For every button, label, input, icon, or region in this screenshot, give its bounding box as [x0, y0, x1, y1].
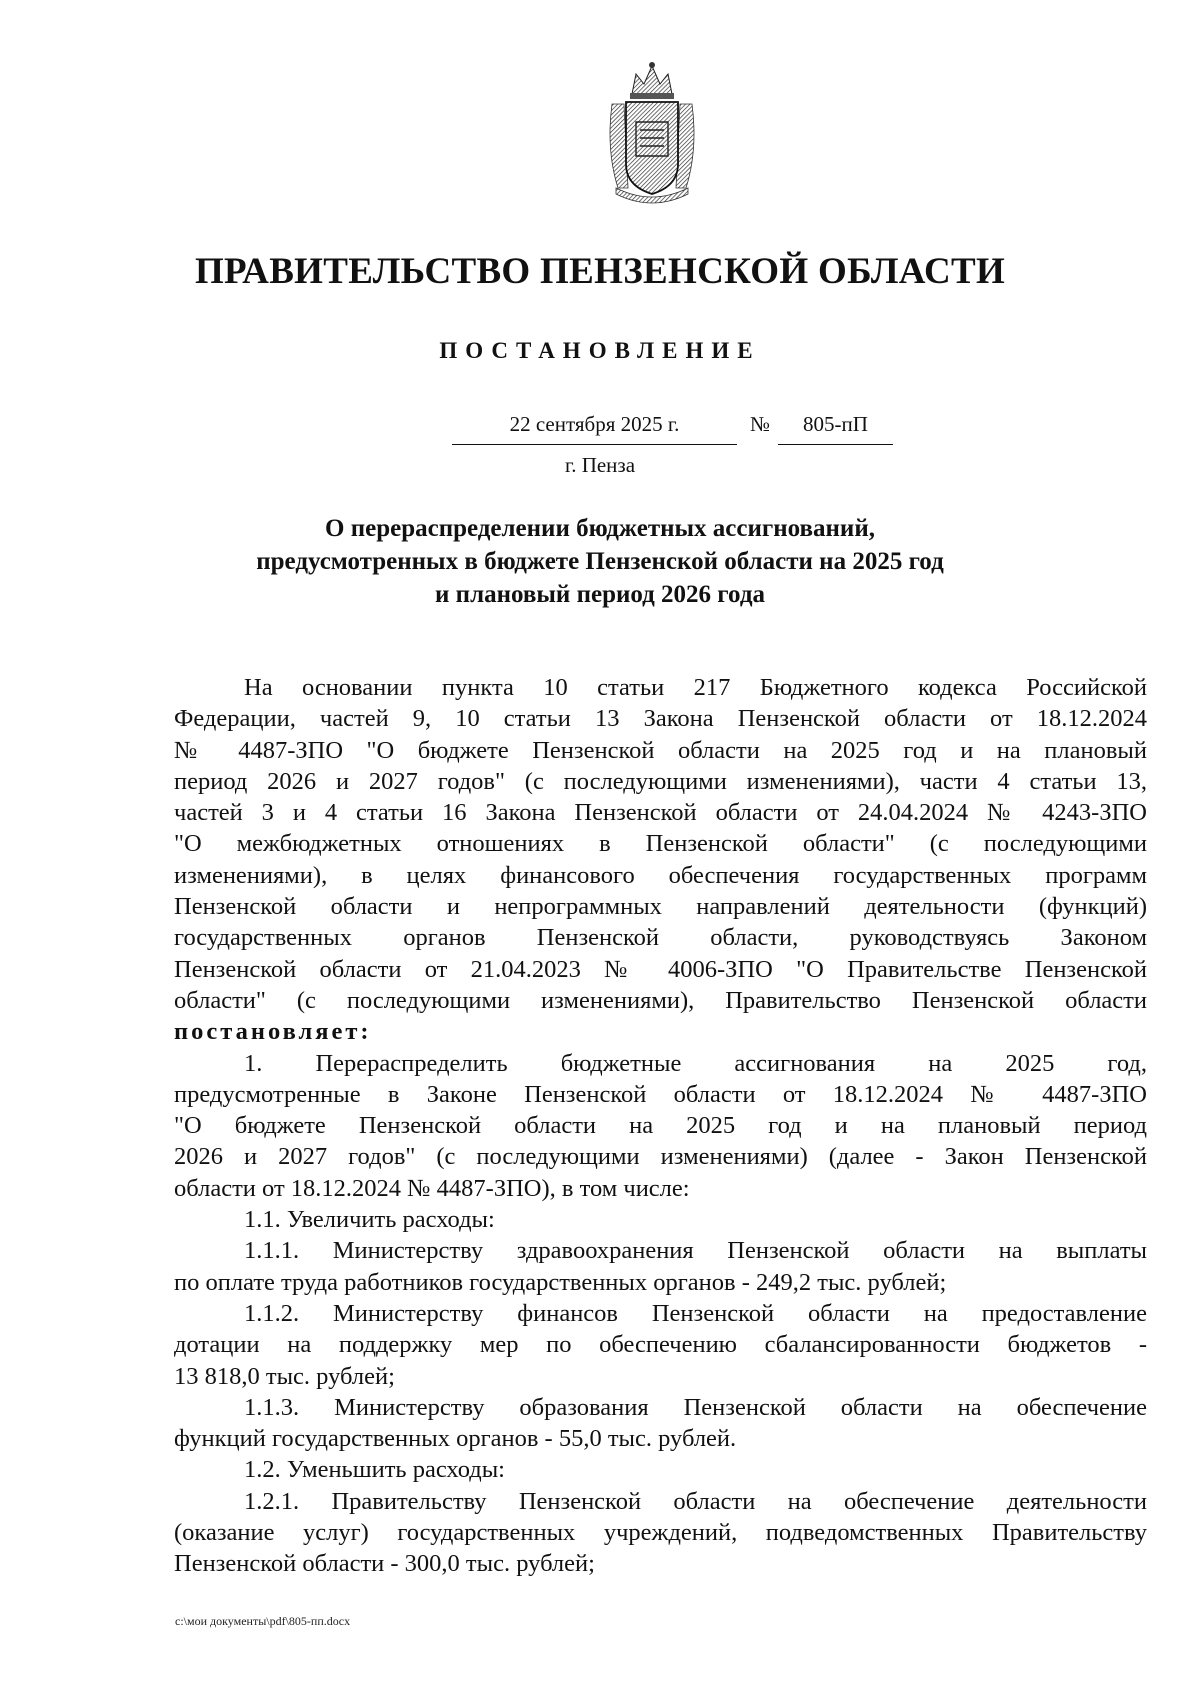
coat-of-arms-emblem: [602, 60, 702, 210]
preamble-paragraph: [174, 672, 1147, 1048]
document-number: 805-пП: [778, 412, 893, 445]
subject-line: и плановый период 2026 года: [435, 581, 765, 608]
text-line: (оказание услуг) государственных учреждений, подведомственных Правительству: [174, 1519, 1147, 1547]
document-type: ПОСТАНОВЛЕНИЕ: [439, 338, 761, 363]
file-path-footer: c:\мои документы\pdf\805-пп.docx: [175, 1614, 351, 1628]
item-1-1: 1.1. Увеличить расходы:: [244, 1206, 495, 1234]
text-line: На основании пункта 10 статьи 217 Бюджетного кодекса Российской: [244, 674, 1147, 701]
document-date: 22 сентября 2025 г.: [452, 412, 737, 445]
text-line: частей 3 и 4 статьи 16 Закона Пензенской области от 24.04.2024 № 4243-ЗПО: [174, 799, 1147, 827]
organization-title: ПРАВИТЕЛЬСТВО ПЕНЗЕНСКОЙ ОБЛАСТИ: [194, 251, 1006, 292]
text-line: области" (с последующими изменениями), Правительство Пензенской области: [174, 986, 1147, 1014]
document-subject: [175, 512, 1025, 611]
item-1-2-1: [174, 1486, 1147, 1580]
text-line: "О межбюджетных отношениях в Пензенской области" (с последующими: [174, 830, 1147, 858]
text-line: 1.1.1. Министерству здравоохранения Пензенской области на выплаты: [244, 1237, 1147, 1265]
text-line: Пензенской области от 21.04.2023 № 4006-ЗПО "О Правительстве Пензенской: [174, 955, 1147, 983]
item-1-1-3: [174, 1392, 1147, 1455]
text-line: 2026 и 2027 годов" (с последующими изменениями) (далее - Закон Пензенской: [174, 1143, 1147, 1171]
item-1-1-2: [174, 1298, 1147, 1392]
text-line: период 2026 и 2027 годов" (с последующими изменениями), части 4 статьи 13,: [174, 767, 1147, 795]
text-line: области от 18.12.2024 № 4487-ЗПО), в том числе:: [174, 1174, 690, 1202]
text-line: 13 818,0 тыс. рублей;: [174, 1362, 395, 1390]
document-body: [174, 672, 1147, 1580]
text-line: "О бюджете Пензенской области на 2025 год и на плановый период: [174, 1112, 1147, 1140]
text-line: Пензенской области и непрограммных направлений деятельности (функций): [174, 893, 1147, 921]
number-sign: №: [749, 412, 771, 436]
text-line: 1. Перераспределить бюджетные ассигнования на 2025 год,: [244, 1049, 1147, 1077]
item-1-2: 1.2. Уменьшить расходы:: [244, 1456, 505, 1484]
text-line: Пензенской области - 300,0 тыс. рублей;: [174, 1550, 595, 1578]
text-line: 1.1.2. Министерству финансов Пензенской области на предоставление: [244, 1299, 1147, 1327]
text-line: государственных органов Пензенской области, руководствуясь Законом: [174, 924, 1147, 952]
item-1: [174, 1048, 1147, 1204]
resolves-word: постановляет:: [174, 1018, 372, 1046]
text-line: предусмотренные в Законе Пензенской области от 18.12.2024 № 4487-ЗПО: [174, 1080, 1147, 1108]
text-line: дотации на поддержку мер по обеспечению сбалансированности бюджетов -: [174, 1331, 1147, 1359]
text-line: по оплате труда работников государственных органов - 249,2 тыс. рублей;: [174, 1268, 947, 1296]
text-line: функций государственных органов - 55,0 тыс. рублей.: [174, 1425, 737, 1453]
subject-line: О перераспределении бюджетных ассигнований,: [325, 515, 875, 542]
city-name: г. Пенза: [564, 453, 636, 477]
text-line: изменениями), в целях финансового обеспечения государственных программ: [174, 861, 1147, 889]
text-line: Федерации, частей 9, 10 статьи 13 Закона Пензенской области от 18.12.2024: [174, 705, 1147, 733]
text-line: № 4487-ЗПО "О бюджете Пензенской области на 2025 год и на плановый: [174, 736, 1147, 764]
text-line: 1.1.3. Министерству образования Пензенской области на обеспечение: [244, 1393, 1147, 1421]
item-1-1-1: [174, 1235, 1147, 1298]
text-line: 1.2.1. Правительству Пензенской области на обеспечение деятельности: [244, 1487, 1147, 1515]
subject-line: предусмотренных в бюджете Пензенской области на 2025 год: [256, 548, 944, 575]
